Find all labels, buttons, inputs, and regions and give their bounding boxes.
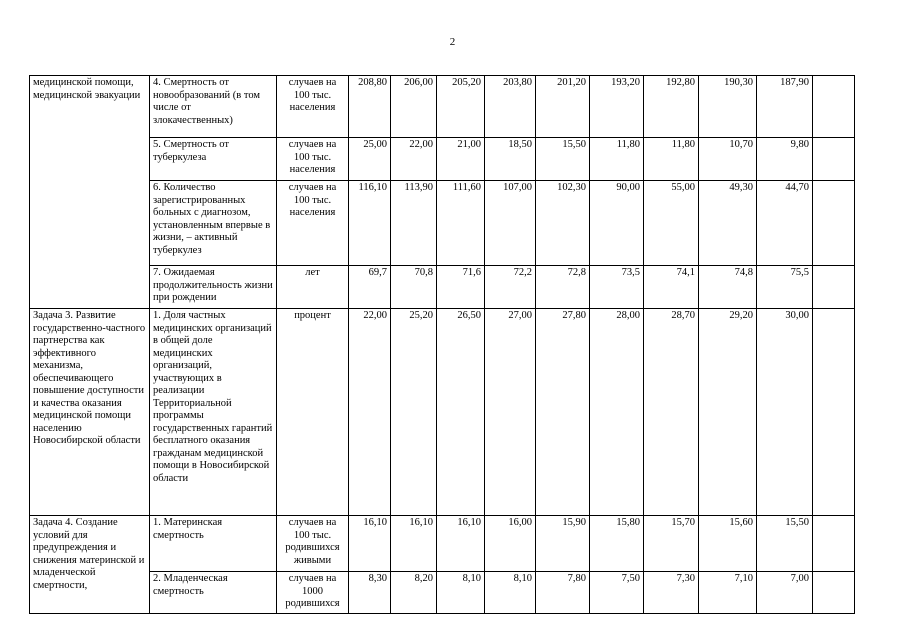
value-cell: 193,20: [590, 76, 644, 138]
value-cell: 74,1: [644, 266, 699, 309]
value-cell: 55,00: [644, 181, 699, 266]
value-cell: 90,00: [590, 181, 644, 266]
value-cell: 16,10: [391, 516, 437, 572]
table-row: [30, 266, 855, 309]
value-cell: 15,80: [590, 516, 644, 572]
value-cell: 15,50: [757, 516, 813, 572]
value-cell: 11,80: [590, 138, 644, 181]
value-cell: 203,80: [485, 76, 536, 138]
table-row: [30, 76, 855, 138]
unit-cell: лет: [277, 266, 349, 309]
value-cell: 75,5: [757, 266, 813, 309]
empty-cell: [813, 309, 855, 516]
indicator-cell: 2. Младенческая смертность: [150, 572, 277, 614]
value-cell: 8,10: [485, 572, 536, 614]
table-row: [30, 516, 855, 572]
value-cell: 7,50: [590, 572, 644, 614]
unit-cell: случаев на 1000 родившихся: [277, 572, 349, 614]
value-cell: 208,80: [349, 76, 391, 138]
value-cell: 8,10: [437, 572, 485, 614]
value-cell: 107,00: [485, 181, 536, 266]
value-cell: 25,00: [349, 138, 391, 181]
value-cell: 30,00: [757, 309, 813, 516]
value-cell: 72,8: [536, 266, 590, 309]
value-cell: 16,10: [349, 516, 391, 572]
value-cell: 15,90: [536, 516, 590, 572]
value-cell: 8,20: [391, 572, 437, 614]
value-cell: 192,80: [644, 76, 699, 138]
value-cell: 201,20: [536, 76, 590, 138]
unit-cell: процент: [277, 309, 349, 516]
value-cell: 27,00: [485, 309, 536, 516]
value-cell: 71,6: [437, 266, 485, 309]
value-cell: 111,60: [437, 181, 485, 266]
indicator-cell: 5. Смертность от туберкулеза: [150, 138, 277, 181]
value-cell: 7,80: [536, 572, 590, 614]
value-cell: 205,20: [437, 76, 485, 138]
value-cell: 72,2: [485, 266, 536, 309]
value-cell: 190,30: [699, 76, 757, 138]
value-cell: 44,70: [757, 181, 813, 266]
value-cell: 7,00: [757, 572, 813, 614]
value-cell: 73,5: [590, 266, 644, 309]
empty-cell: [813, 76, 855, 138]
value-cell: 187,90: [757, 76, 813, 138]
empty-cell: [813, 572, 855, 614]
indicators-table: [29, 75, 855, 614]
value-cell: 28,00: [590, 309, 644, 516]
empty-cell: [813, 181, 855, 266]
value-cell: 10,70: [699, 138, 757, 181]
unit-cell: случаев на 100 тыс. населения: [277, 181, 349, 266]
value-cell: 113,90: [391, 181, 437, 266]
indicator-cell: 7. Ожидаемая продолжительность жизни при рождении: [150, 266, 277, 309]
unit-cell: случаев на 100 тыс. родившихся живыми: [277, 516, 349, 572]
empty-cell: [813, 138, 855, 181]
value-cell: 27,80: [536, 309, 590, 516]
indicator-cell: 1. Материнская смертность: [150, 516, 277, 572]
value-cell: 74,8: [699, 266, 757, 309]
value-cell: 11,80: [644, 138, 699, 181]
table-row: [30, 181, 855, 266]
unit-cell: случаев на 100 тыс. населения: [277, 76, 349, 138]
value-cell: 22,00: [391, 138, 437, 181]
page-number: 2: [449, 36, 456, 48]
empty-cell: [813, 516, 855, 572]
table-body: [30, 76, 855, 614]
empty-cell: [813, 266, 855, 309]
value-cell: 16,00: [485, 516, 536, 572]
task-cell: Задача 3. Развитие государственно-частного партнерства как эффективного механизма, обеспечивающего повышение доступности и качества оказания медицинской помощи населению Новосибирской области: [30, 309, 150, 516]
value-cell: 15,50: [536, 138, 590, 181]
value-cell: 29,20: [699, 309, 757, 516]
value-cell: 16,10: [437, 516, 485, 572]
value-cell: 70,8: [391, 266, 437, 309]
value-cell: 116,10: [349, 181, 391, 266]
value-cell: 8,30: [349, 572, 391, 614]
value-cell: 69,7: [349, 266, 391, 309]
indicator-cell: 1. Доля частных медицинских организаций в общей доле медицинских организаций, участвующих в реализации Территориальной программы государственных гарантий бесплатного оказания гражданам медицинской помощи в Новосибирской области: [150, 309, 277, 516]
unit-cell: случаев на 100 тыс. населения: [277, 138, 349, 181]
task-cell: медицинской помощи, медицинской эвакуации: [30, 76, 150, 309]
value-cell: 7,30: [644, 572, 699, 614]
table-row: [30, 309, 855, 516]
indicator-cell: 4. Смертность от новообразований (в том числе от злокачественных): [150, 76, 277, 138]
indicator-cell: 6. Количество зарегистрированных больных с диагнозом, установленным впервые в жизни, – активный туберкулез: [150, 181, 277, 266]
value-cell: 18,50: [485, 138, 536, 181]
value-cell: 102,30: [536, 181, 590, 266]
value-cell: 206,00: [391, 76, 437, 138]
value-cell: 21,00: [437, 138, 485, 181]
value-cell: 25,20: [391, 309, 437, 516]
table-row: [30, 138, 855, 181]
value-cell: 15,60: [699, 516, 757, 572]
value-cell: 26,50: [437, 309, 485, 516]
task-cell: Задача 4. Создание условий для предупреждения и снижения материнской и младенческой смертности,: [30, 516, 150, 614]
value-cell: 15,70: [644, 516, 699, 572]
value-cell: 22,00: [349, 309, 391, 516]
value-cell: 9,80: [757, 138, 813, 181]
value-cell: 28,70: [644, 309, 699, 516]
value-cell: 7,10: [699, 572, 757, 614]
value-cell: 49,30: [699, 181, 757, 266]
table-row: [30, 572, 855, 614]
